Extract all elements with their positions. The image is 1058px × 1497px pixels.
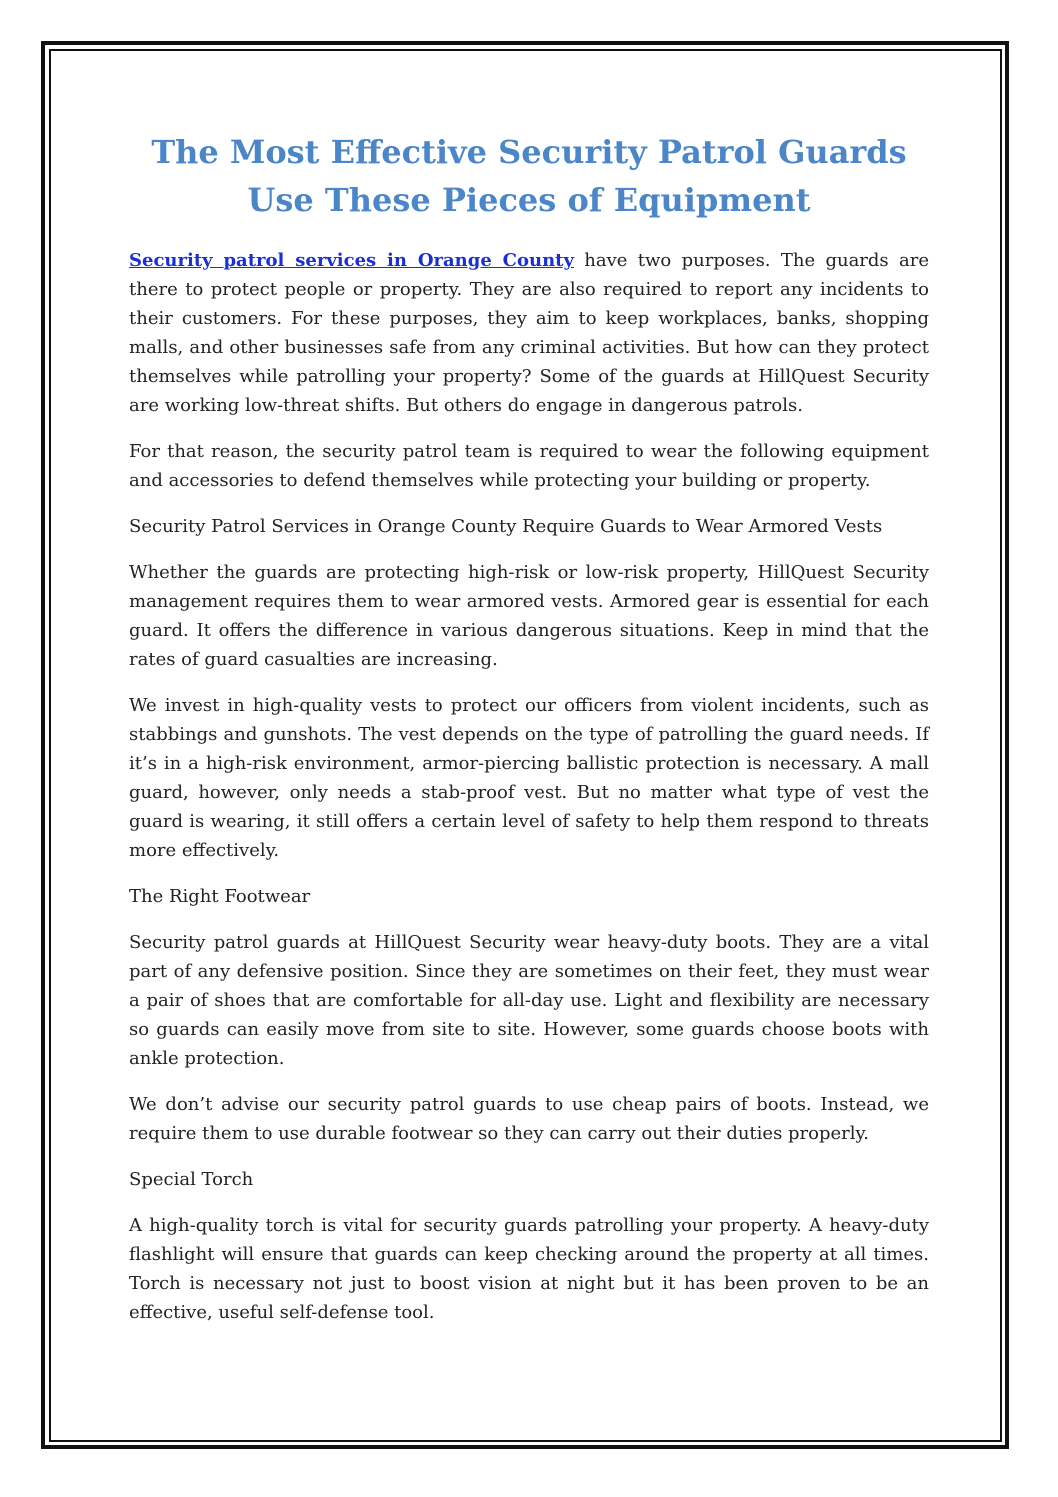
page-title: The Most Effective Security Patrol Guards Use These Pieces of Equipment (151, 133, 907, 219)
paragraph-equipment-intro: For that reason, the security patrol team is required to wear the following equipment and accessories to defend themselves while protecting your building or property. (129, 441, 929, 491)
intro-text: have two purposes. The guards are there to protect people or property. They are also required to report any incidents to their customers. For these purposes, they aim to keep workplaces, banks, shopping malls, and other businesses safe from any criminal activities. But how can they protect themselves while patrolling your property? Some of the guards at HillQuest Security are working low-threat shifts. But others do engage in dangerous patrols. (129, 250, 929, 416)
paragraph-vests-investment: We invest in high-quality vests to protect our officers from violent incidents, such as stabbings and gunshots. The vest depends on the type of patrolling the guard needs. If it’s in a high-risk environment, armor-piercing ballistic protection is necessary. A mall guard, however, only needs a stab-proof vest. But no matter what type of vest the guard is wearing, it still offers a certain level of safety to help them respond to threats more effectively. (129, 695, 929, 861)
subheading-torch: Special Torch (129, 1169, 254, 1190)
subheading-footwear: The Right Footwear (129, 886, 311, 907)
security-patrol-link[interactable]: Security patrol services in Orange County (129, 250, 574, 271)
subheading-armored-vests: Security Patrol Services in Orange County Require Guards to Wear Armored Vests (129, 516, 883, 537)
paragraph-torch: A high-quality torch is vital for security guards patrolling your property. A heavy-duty flashlight will ensure that guards can keep checking around the property at all times. Torch is necessary not just to boost vision at night but it has been proven to be an effective, useful self-defense tool. (129, 1215, 929, 1323)
document-body (129, 128, 929, 1344)
paragraph-boots: Security patrol guards at HillQuest Security wear heavy-duty boots. They are a vital part of any defensive position. Since they are sometimes on their feet, they must wear a pair of shoes that are comfortable for all-day use. Light and flexibility are necessary so guards can easily move from site to site. However, some guards choose boots with ankle protection. (129, 932, 929, 1069)
intro-paragraph (129, 246, 929, 420)
paragraph-vests-requirement: Whether the guards are protecting high-risk or low-risk property, HillQuest Security management requires them to wear armored vests. Armored gear is essential for each guard. It offers the difference in various dangerous situations. Keep in mind that the rates of guard casualties are increasing. (129, 562, 929, 670)
paragraph-durable-footwear: We don’t advise our security patrol guards to use cheap pairs of boots. Instead, we require them to use durable footwear so they can carry out their duties properly. (129, 1094, 929, 1144)
